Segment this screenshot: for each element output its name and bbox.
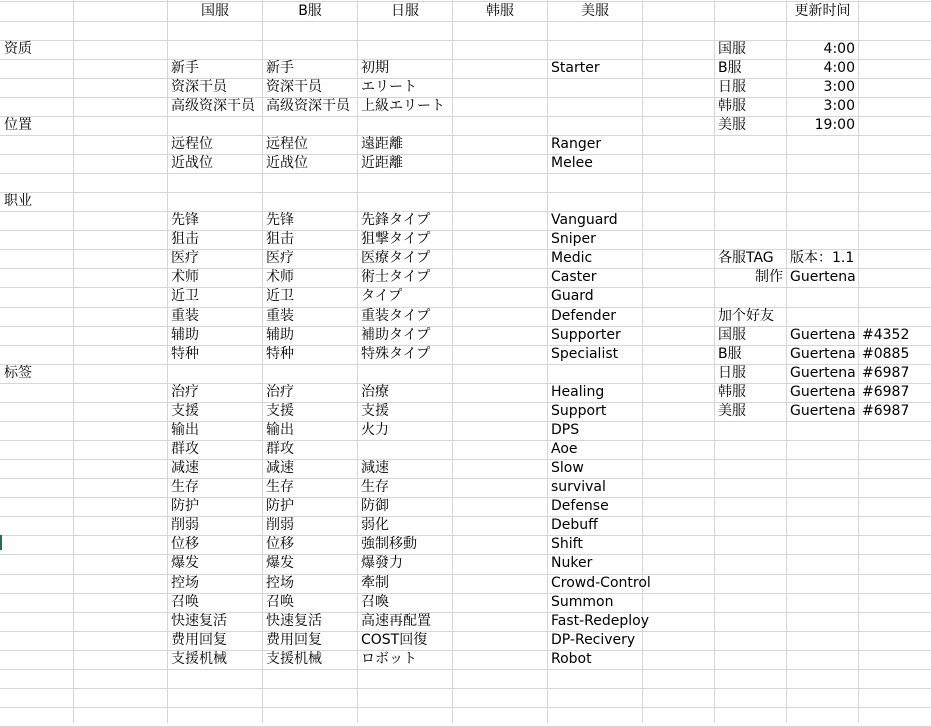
data-cell[interactable]: 高级资深干员 [266, 97, 350, 114]
data-cell[interactable]: 重装タイプ [361, 307, 431, 324]
data-cell[interactable]: 狙撃タイプ [361, 231, 431, 248]
row-gridline [0, 230, 931, 231]
header-cell[interactable]: 韩服 [486, 2, 514, 19]
row-gridline [0, 669, 931, 670]
data-cell[interactable]: 先鋒タイプ [361, 212, 431, 229]
data-cell[interactable]: 近距離 [361, 154, 403, 171]
data-cell[interactable]: 特种 [171, 345, 199, 362]
row-gridline [0, 421, 931, 422]
friend-id-cell[interactable]: #4352 [862, 326, 910, 343]
data-cell[interactable]: 治疗 [266, 383, 294, 400]
data-cell[interactable]: Specialist [551, 345, 619, 362]
data-cell[interactable]: ロボット [361, 650, 417, 667]
data-cell[interactable]: 群攻 [171, 441, 199, 458]
data-cell[interactable]: 生存 [171, 479, 199, 496]
data-cell[interactable]: 支援 [171, 402, 199, 419]
data-cell[interactable]: 特种 [266, 345, 294, 362]
author-name-cell[interactable]: Guertena [790, 269, 856, 286]
data-cell[interactable]: Aoe [551, 441, 578, 458]
tag-label-cell[interactable]: 各服TAG [718, 250, 774, 267]
update-server-cell[interactable]: 国服 [718, 40, 746, 57]
data-cell[interactable]: 先锋 [171, 212, 199, 229]
row-gridline [0, 173, 931, 174]
data-cell[interactable]: 高速再配置 [361, 612, 431, 629]
row-gridline [0, 21, 931, 22]
data-cell[interactable]: 费用回复 [171, 631, 227, 648]
row-gridline [0, 211, 931, 212]
row-gridline [0, 593, 931, 594]
friend-server-cell[interactable]: 国服 [718, 326, 746, 343]
data-cell[interactable]: Caster [551, 269, 597, 286]
data-cell[interactable]: Slow [551, 460, 584, 477]
data-cell[interactable]: 近战位 [171, 154, 213, 171]
row-gridline [0, 440, 931, 441]
data-cell[interactable]: 先锋 [266, 212, 294, 229]
data-cell[interactable]: 高级资深干员 [171, 97, 255, 114]
data-cell[interactable]: 削弱 [171, 517, 199, 534]
data-cell[interactable]: 辅助 [266, 326, 294, 343]
header-cell[interactable]: 日服 [391, 2, 419, 19]
friends-title-cell[interactable]: 加个好友 [718, 307, 774, 324]
data-cell[interactable]: 辅助 [171, 326, 199, 343]
data-cell[interactable]: 资深干员 [171, 78, 227, 95]
data-cell[interactable]: 防御 [361, 498, 389, 515]
row-gridline [0, 612, 931, 613]
data-cell[interactable]: 狙击 [266, 231, 294, 248]
friend-server-cell[interactable]: 日服 [718, 364, 746, 381]
data-cell[interactable]: DP-Recivery [551, 631, 636, 648]
friend-id-cell[interactable]: #6987 [862, 402, 910, 419]
friend-name-cell[interactable]: Guertena [790, 326, 856, 343]
data-cell[interactable]: 生存 [361, 479, 389, 496]
row-gridline [0, 707, 931, 708]
column-gridline [452, 0, 453, 723]
friend-id-cell[interactable]: #6987 [862, 364, 910, 381]
data-cell[interactable]: 控场 [171, 574, 199, 591]
row-gridline [0, 516, 931, 517]
data-cell[interactable]: 強制移動 [361, 536, 417, 553]
row-gridline [0, 574, 931, 575]
row-gridline [0, 478, 931, 479]
data-cell[interactable]: 削弱 [266, 517, 294, 534]
friend-name-cell[interactable]: Guertena [790, 383, 856, 400]
data-cell[interactable]: 减速 [171, 460, 199, 477]
data-cell[interactable]: 召唤 [266, 593, 294, 610]
update-server-cell[interactable]: 日服 [718, 78, 746, 95]
data-cell[interactable]: Starter [551, 59, 600, 76]
data-cell[interactable]: 術士タイプ [361, 269, 431, 286]
data-cell[interactable]: Debuff [551, 517, 598, 534]
data-cell[interactable]: 召喚 [361, 593, 389, 610]
data-cell[interactable]: 资深干员 [266, 78, 322, 95]
data-cell[interactable]: DPS [551, 421, 580, 438]
version-cell[interactable]: 版本：1.1 [790, 250, 855, 267]
update-time-cell[interactable]: 3:00 [823, 97, 855, 114]
data-cell[interactable]: 控场 [266, 574, 294, 591]
data-cell[interactable]: 近战位 [266, 154, 308, 171]
data-cell[interactable]: 术师 [266, 269, 294, 286]
row-gridline [0, 631, 931, 632]
data-cell[interactable]: 遠距離 [361, 135, 403, 152]
friend-name-cell[interactable]: Guertena [790, 345, 856, 362]
friend-id-cell[interactable]: #6987 [862, 383, 910, 400]
friend-server-cell[interactable]: 韩服 [718, 383, 746, 400]
data-cell[interactable]: Support [551, 402, 607, 419]
header-cell[interactable]: B服 [298, 2, 322, 19]
row-gridline [0, 135, 931, 136]
data-cell[interactable]: Guard [551, 288, 594, 305]
data-cell[interactable]: Fast-Redeploy [551, 612, 650, 629]
data-cell[interactable]: 快速复活 [266, 612, 322, 629]
data-cell[interactable]: 支援 [266, 402, 294, 419]
data-cell[interactable]: 输出 [266, 421, 294, 438]
data-cell[interactable]: 远程位 [266, 135, 308, 152]
update-server-cell[interactable]: 韩服 [718, 97, 746, 114]
data-cell[interactable]: 召唤 [171, 593, 199, 610]
data-cell[interactable]: 防护 [171, 498, 199, 515]
data-cell[interactable]: 治療 [361, 383, 389, 400]
update-server-cell[interactable]: B服 [718, 59, 742, 76]
data-cell[interactable]: 重装 [266, 307, 294, 324]
data-cell[interactable]: survival [551, 479, 606, 496]
data-cell[interactable]: 近卫 [171, 288, 199, 305]
data-cell[interactable]: Supporter [551, 326, 621, 343]
data-cell[interactable]: 群攻 [266, 441, 294, 458]
data-cell[interactable]: 弱化 [361, 517, 389, 534]
data-cell[interactable]: 狙击 [171, 231, 199, 248]
data-cell[interactable]: Crowd-Control [551, 574, 651, 591]
data-cell[interactable]: 補助タイプ [361, 326, 431, 343]
friend-name-cell[interactable]: Guertena [790, 402, 856, 419]
data-cell[interactable]: 近卫 [266, 288, 294, 305]
data-cell[interactable]: 生存 [266, 479, 294, 496]
update-time-cell[interactable]: 3:00 [823, 78, 855, 95]
row-gridline [0, 154, 931, 155]
data-cell[interactable]: 输出 [171, 421, 199, 438]
column-gridline [73, 0, 74, 723]
data-cell[interactable]: Vanguard [551, 212, 618, 229]
data-cell[interactable]: 术师 [171, 269, 199, 286]
row-gridline [0, 497, 931, 498]
data-cell[interactable]: Medic [551, 250, 593, 267]
data-cell[interactable]: 牽制 [361, 574, 389, 591]
data-cell[interactable]: 防护 [266, 498, 294, 515]
update-time-cell[interactable]: 19:00 [814, 116, 855, 133]
data-cell[interactable]: 医疗 [171, 250, 199, 267]
row-gridline [0, 459, 931, 460]
row-cursor-marker [0, 535, 2, 550]
data-cell[interactable]: 特殊タイプ [361, 345, 431, 362]
data-cell[interactable]: 上級エリート [361, 97, 445, 114]
data-cell[interactable]: 火力 [361, 421, 389, 438]
data-cell[interactable]: Healing [551, 383, 605, 400]
data-cell[interactable]: 初期 [361, 59, 389, 76]
friend-name-cell[interactable]: Guertena [790, 364, 856, 381]
data-cell[interactable]: 爆發力 [361, 555, 403, 572]
author-label-cell[interactable]: 制作 [755, 269, 783, 286]
data-cell[interactable]: Defender [551, 307, 617, 324]
update-time-cell[interactable]: 4:00 [823, 59, 855, 76]
data-cell[interactable]: 爆发 [171, 555, 199, 572]
update-server-cell[interactable]: 美服 [718, 116, 746, 133]
friend-id-cell[interactable]: #0885 [862, 345, 910, 362]
data-cell[interactable]: 支援 [361, 402, 389, 419]
data-cell[interactable]: エリート [361, 78, 417, 95]
friend-server-cell[interactable]: B服 [718, 345, 742, 362]
section-title-cell[interactable]: 职业 [4, 193, 32, 210]
section-title-cell[interactable]: 资质 [4, 40, 32, 57]
data-cell[interactable]: 治疗 [171, 383, 199, 400]
update-time-cell[interactable]: 4:00 [823, 40, 855, 57]
data-cell[interactable]: タイプ [361, 288, 403, 305]
section-title-cell[interactable]: 位置 [4, 116, 32, 133]
data-cell[interactable]: 医疗 [266, 250, 294, 267]
friend-server-cell[interactable]: 美服 [718, 402, 746, 419]
row-gridline [0, 307, 931, 308]
data-cell[interactable]: 减速 [266, 460, 294, 477]
row-gridline [0, 192, 931, 193]
data-cell[interactable]: 支援机械 [266, 650, 322, 667]
data-cell[interactable]: 位移 [266, 536, 294, 553]
row-gridline [0, 650, 931, 651]
data-cell[interactable]: 重装 [171, 307, 199, 324]
data-cell[interactable]: 医療タイプ [361, 250, 431, 267]
update-time-header[interactable]: 更新时间 [794, 2, 851, 19]
data-cell[interactable]: Melee [551, 154, 593, 171]
data-cell[interactable]: Sniper [551, 231, 596, 248]
data-cell[interactable]: Nuker [551, 555, 593, 572]
header-cell[interactable]: 美服 [581, 2, 609, 19]
data-cell[interactable]: Summon [551, 593, 614, 610]
data-cell[interactable]: 支援机械 [171, 650, 227, 667]
row-gridline [0, 535, 931, 536]
section-title-cell[interactable]: 标签 [4, 364, 32, 381]
data-cell[interactable]: COST回復 [361, 631, 428, 648]
data-cell[interactable]: Shift [551, 536, 583, 553]
data-cell[interactable]: 爆发 [266, 555, 294, 572]
data-cell[interactable]: Robot [551, 650, 592, 667]
data-cell[interactable]: 減速 [361, 460, 389, 477]
data-cell[interactable]: 费用回复 [266, 631, 322, 648]
data-cell[interactable]: 新手 [171, 59, 199, 76]
data-cell[interactable]: 远程位 [171, 135, 213, 152]
data-cell[interactable]: Ranger [551, 135, 602, 152]
row-gridline [0, 688, 931, 689]
data-cell[interactable]: 快速复活 [171, 612, 227, 629]
data-cell[interactable]: 位移 [171, 536, 199, 553]
header-cell[interactable]: 国服 [201, 2, 229, 19]
data-cell[interactable]: 新手 [266, 59, 294, 76]
row-gridline [0, 554, 931, 555]
data-cell[interactable]: Defense [551, 498, 609, 515]
